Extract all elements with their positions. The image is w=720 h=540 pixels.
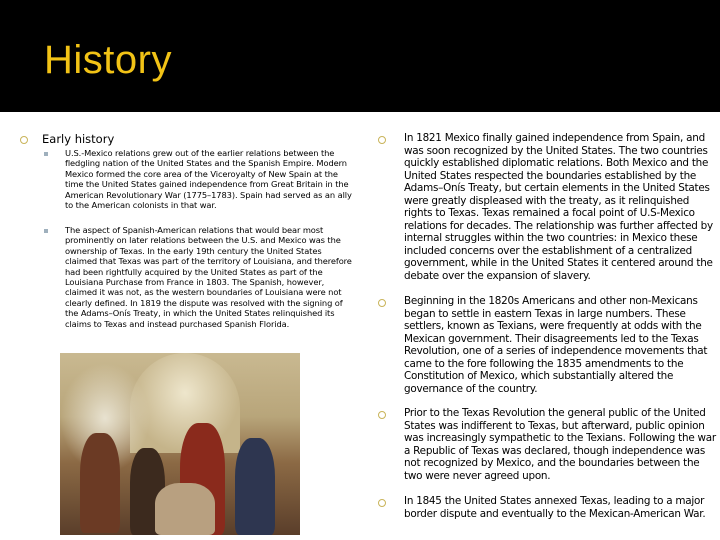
- right-paragraph: In 1821 Mexico finally gained independence from Spain, and was soon recognized by the United States. The two countries quickly established diplomatic relations. Both Mexico and the United States respected the boundaries established by the Adams–Onís Treaty, but certain elements in the United States were greatly displeased with the treaty, as it relinquished rights to Texas. Texas remained a focal point of U.S-Mexico relations for decades. The relationship was further affected by internal struggles within the two countries: in Mexico these included concerns over the establishment of a centralized government, while in the United States it centered around the debate over the expansion of slavery.: [404, 132, 713, 283]
- right-paragraph: Beginning in the 1820s Americans and other non-Mexicans began to settle in eastern Texas in large numbers. These settlers, known as Texians, were frequently at odds with the Mexican government. Their disagreements led to the Texas Revolution, one of a series of independence movements that came to the fore following the 1835 amendments to the Constitution of Mexico, which substantially altered the governance of the country.: [404, 295, 708, 395]
- slide-title: History: [44, 38, 172, 82]
- bullet-circle-icon: [378, 411, 386, 419]
- right-paragraph: In 1845 the United States annexed Texas, leading to a major border dispute and eventually to the Mexican-American War.: [404, 495, 706, 520]
- left-paragraph: The aspect of Spanish-American relations that would bear most prominently on later relations between the U.S. and Mexico was the ownership of Texas. In the early 19th century the United States claimed that Texas was part of the territory of Louisiana, and therefore had been rightfully acquired by the United States as part of the Louisiana Purchase from France in 1803. The Spanish, however, claimed it was not, as the western boundaries of Louisiana were not clearly defined. In 1819 the dispute was resolved with the signing of the Adams–Onís Treaty, in which the United States relinquished its claims to Texas and instead purchased Spanish Florida.: [65, 225, 352, 329]
- bullet-circle-icon: [378, 136, 386, 144]
- bullet-square-icon: [44, 152, 48, 156]
- bullet-square-icon: [44, 229, 48, 233]
- battle-painting-image: [60, 353, 300, 535]
- section-heading: Early history: [42, 132, 115, 146]
- bullet-circle-icon: [378, 499, 386, 507]
- left-paragraph: U.S.-Mexico relations grew out of the earlier relations between the fledgling nation of the United States and the Spanish Empire. Modern Mexico formed the core area of the Viceroyalty of New Spain at the time the United States gained independence from Great Britain in the American Revolutionary War (1775–1783). Spain had served as an ally to the American colonists in that war.: [65, 148, 352, 211]
- bullet-circle-icon: [20, 136, 28, 144]
- right-paragraph: Prior to the Texas Revolution the general public of the United States was indifferent to Texas, but afterward, public opinion was increasingly sympathetic to the Texians. Following the war a Republic of Texas was declared, though independence was not recognized by Mexico, and the boundaries between the two were never agreed upon.: [404, 407, 716, 482]
- bullet-circle-icon: [378, 299, 386, 307]
